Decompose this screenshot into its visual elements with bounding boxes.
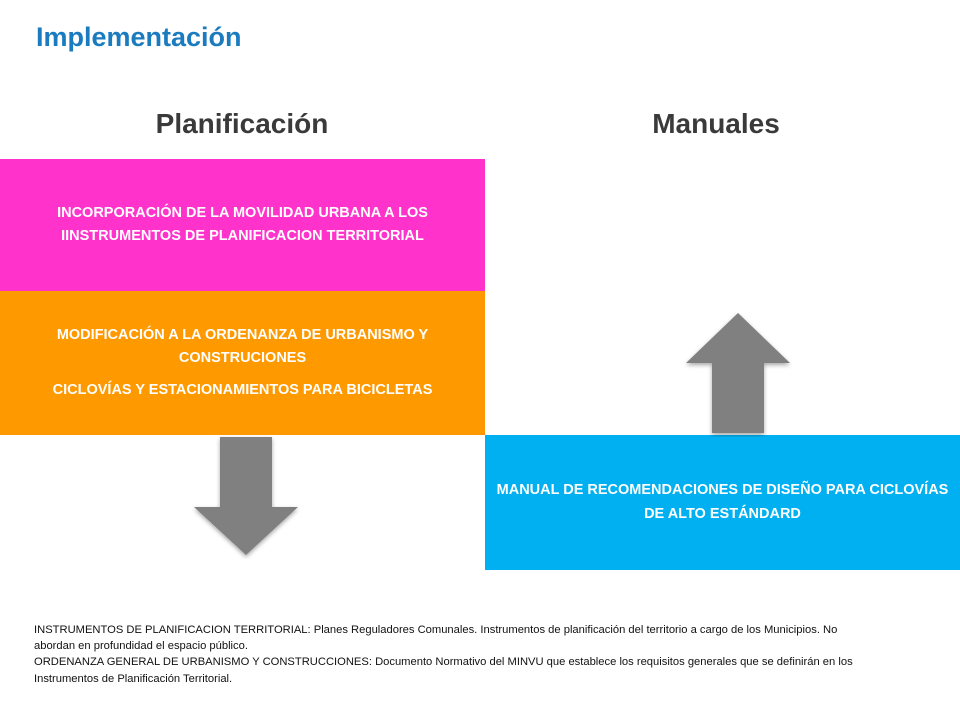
manuales-heading: Manuales <box>652 108 780 139</box>
footnote-instrumentos: INSTRUMENTOS DE PLANIFICACION TERRITORIAL: Planes Reguladores Comunales. Instrumentos de planificación del territorio a cargo de los Municipios. No abordan en profundidad el espacio público. <box>34 624 838 653</box>
ordenanza-box <box>0 291 485 435</box>
ordenanza-text: MODIFICACIÓN A LA ORDENANZA DE URBANISMO Y CONSTRUCIONES <box>56 327 429 367</box>
movilidad-urbana-box <box>0 159 485 291</box>
planificacion-heading: Planificación <box>155 108 329 139</box>
manual-recomendaciones-text: MANUAL DE RECOMENDACIONES DE DISEÑO PARA CICLOVÍAS DE ALTO ESTÁNDARD <box>496 482 949 522</box>
movilidad-urbana-text: INCORPORACIÓN DE LA MOVILIDAD URBANA A LOS IINSTRUMENTOS DE PLANIFICACION TERRITORIAL <box>57 204 428 244</box>
manual-recomendaciones-box <box>485 435 960 570</box>
footnote <box>34 622 880 687</box>
footnote-ordenanza: ORDENANZA GENERAL DE URBANISMO Y CONSTRUCCIONES: Documento Normativo del MINVU que establece los requisitos generales que se definirán en los Instrumentos de Planificación Territorial. <box>34 656 853 685</box>
arrow-up-icon <box>682 309 794 437</box>
page-title: Implementación <box>36 22 242 52</box>
ciclovias-estacionamientos-text: CICLOVÍAS Y ESTACIONAMIENTOS PARA BICICLETAS <box>52 381 433 398</box>
arrow-down-icon <box>190 435 302 559</box>
